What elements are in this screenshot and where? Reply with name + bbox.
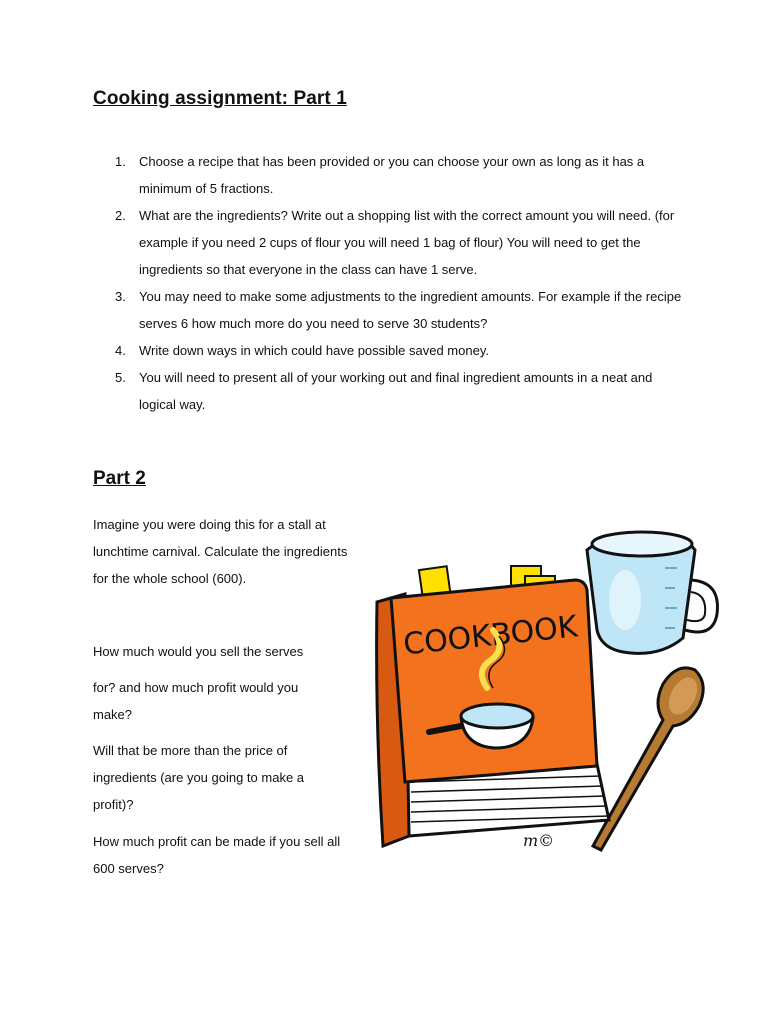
cookbook-icon [377,580,609,846]
list-item-text: You may need to make some adjustments to the ingredient amounts. For example if the recipe serves 6 how much more do you need to serve 30 students? [139,289,682,331]
part2-heading: Part 2 [93,468,146,489]
list-item-number: 1. [115,154,126,169]
list-item-number: 4. [115,343,126,358]
cookbook-title: COOKBOOK [401,609,580,663]
list-item [110,337,685,364]
list-item-text: Write down ways in which could have possible saved money. [139,343,489,358]
measuring-cup-icon [587,532,717,653]
list-item-text: You will need to present all of your working out and final ingredient amounts in a neat and logical way. [139,370,653,412]
list-item [110,148,685,202]
artist-signature: m© [523,831,555,850]
part2-intro-paragraph: Imagine you were doing this for a stall at lunchtime carnival. Calculate the ingredients for the whole school (600). [93,517,348,586]
list-item-number: 3. [115,289,126,304]
cookbook-illustration [365,520,735,870]
question-sell-price-line1: How much would you sell the serves [93,644,304,659]
question-total-profit: How much profit can be made if you sell all 600 serves? [93,834,341,876]
question-sell-price-line2: for? and how much profit would you make? [93,680,299,722]
list-item-text: Choose a recipe that has been provided or you can choose your own as long as it has a minimum of 5 fractions. [139,154,645,196]
list-item [110,283,685,337]
list-item-number: 5. [115,370,126,385]
list-item-number: 2. [115,208,126,223]
part1-heading: Cooking assignment: Part 1 [93,88,347,109]
list-item [110,364,685,418]
task-list [110,148,685,418]
list-item-text: What are the ingredients? Write out a shopping list with the correct amount you will need. (for example if you need 2 cups of flour you will need 1 bag of flour) You will need to get the ingredients so that everyone in the class can have 1 serve. [139,208,675,277]
list-item [110,202,685,283]
question-ingredient-cost: Will that be more than the price of ingredients (are you going to make a profit)? [93,743,305,812]
wooden-spoon-icon [593,668,703,850]
